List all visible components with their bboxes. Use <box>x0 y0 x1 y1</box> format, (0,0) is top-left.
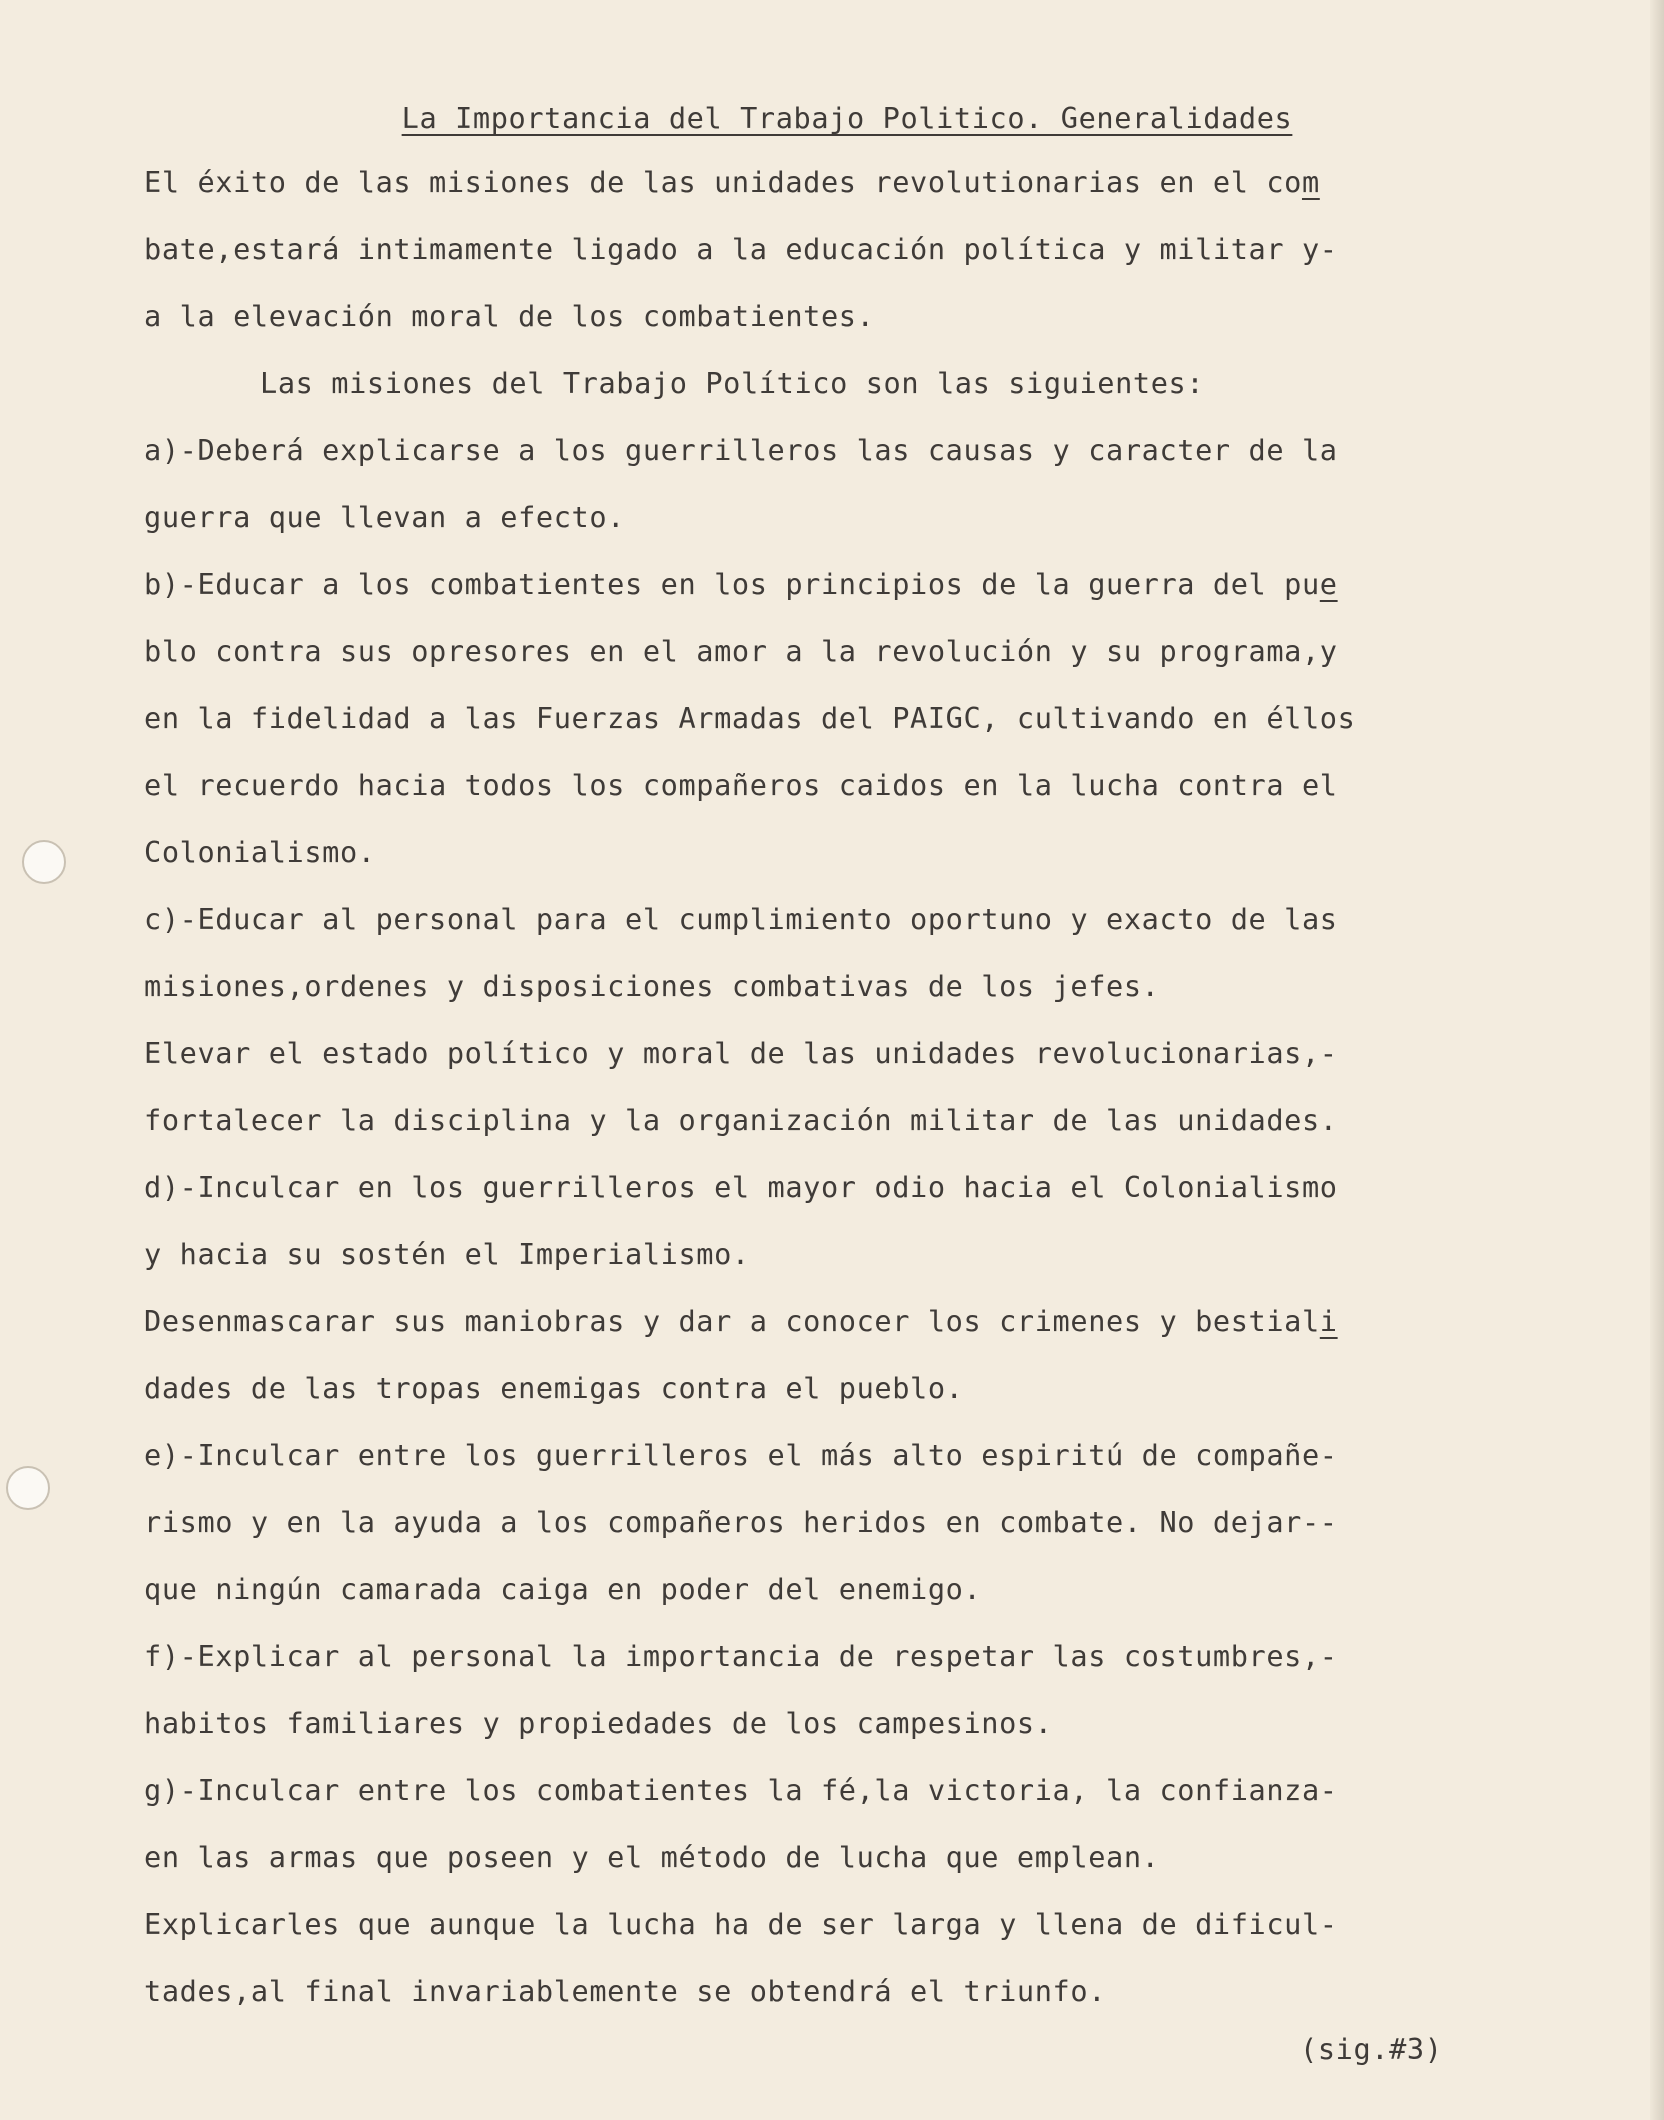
text-line: Las misiones del Trabajo Político son las siguientes: <box>260 366 1205 400</box>
text-line: a)-Deberá explicarse a los guerrilleros las causas y caracter de la <box>144 433 1338 467</box>
text-line: blo contra sus opresores en el amor a la revolución y su programa,y <box>144 634 1338 668</box>
text-line: e)-Inculcar entre los guerrilleros el más alto espiritú de compañe- <box>144 1438 1338 1472</box>
text-line: fortalecer la disciplina y la organización militar de las unidades. <box>144 1103 1338 1137</box>
text-line: rismo y en la ayuda a los compañeros heridos en combate. No dejar-- <box>144 1505 1338 1539</box>
document-title: La Importancia del Trabajo Politico. Generalidades <box>401 101 1293 135</box>
text-line: bate,estará intimamente ligado a la educación política y militar y- <box>144 232 1338 266</box>
text-line: Explicarles que aunque la lucha ha de ser larga y llena de dificul- <box>144 1907 1338 1941</box>
punch-hole-top <box>22 840 66 884</box>
continued-letter: m <box>1301 165 1320 199</box>
text-line: El éxito de las misiones de las unidades revolutionarias en el com <box>144 165 1320 199</box>
text-line: el recuerdo hacia todos los compañeros caidos en la lucha contra el <box>144 768 1338 802</box>
text-line: c)-Educar al personal para el cumplimiento oportuno y exacto de las <box>144 902 1338 936</box>
text-line: en las armas que poseen y el método de lucha que emplean. <box>144 1840 1160 1874</box>
punch-hole-bottom <box>6 1466 50 1510</box>
text-line: que ningún camarada caiga en poder del enemigo. <box>144 1572 982 1606</box>
text-line: Colonialismo. <box>144 835 376 869</box>
text-line: habitos familiares y propiedades de los campesinos. <box>144 1706 1053 1740</box>
text-line: en la fidelidad a las Fuerzas Armadas del PAIGC, cultivando en éllos <box>144 701 1356 735</box>
continued-letter: i <box>1319 1304 1338 1338</box>
text-line: Elevar el estado político y moral de las unidades revolucionarias,- <box>144 1036 1338 1070</box>
text-line: guerra que llevan a efecto. <box>144 500 626 534</box>
text-line: misiones,ordenes y disposiciones combativas de los jefes. <box>144 969 1160 1003</box>
continued-letter: e <box>1319 567 1338 601</box>
text-line: tades,al final invariablemente se obtendrá el triunfo. <box>144 1974 1107 2008</box>
text-line: Desenmascarar sus maniobras y dar a conocer los crimenes y bestiali <box>144 1304 1338 1338</box>
text-line: dades de las tropas enemigas contra el pueblo. <box>144 1371 964 1405</box>
text-line: f)-Explicar al personal la importancia de respetar las costumbres,- <box>144 1639 1338 1673</box>
typed-text-body <box>144 92 1514 2032</box>
text-line: a la elevación moral de los combatientes. <box>144 299 875 333</box>
text-line: d)-Inculcar en los guerrilleros el mayor odio hacia el Colonialismo <box>144 1170 1338 1204</box>
page-continuation-marker: (sig.#3) <box>1300 2032 1443 2066</box>
text-line: y hacia su sostén el Imperialismo. <box>144 1237 750 1271</box>
text-line: b)-Educar a los combatientes en los principios de la guerra del pue <box>144 567 1338 601</box>
text-line: g)-Inculcar entre los combatientes la fé,la victoria, la confianza- <box>144 1773 1338 1807</box>
